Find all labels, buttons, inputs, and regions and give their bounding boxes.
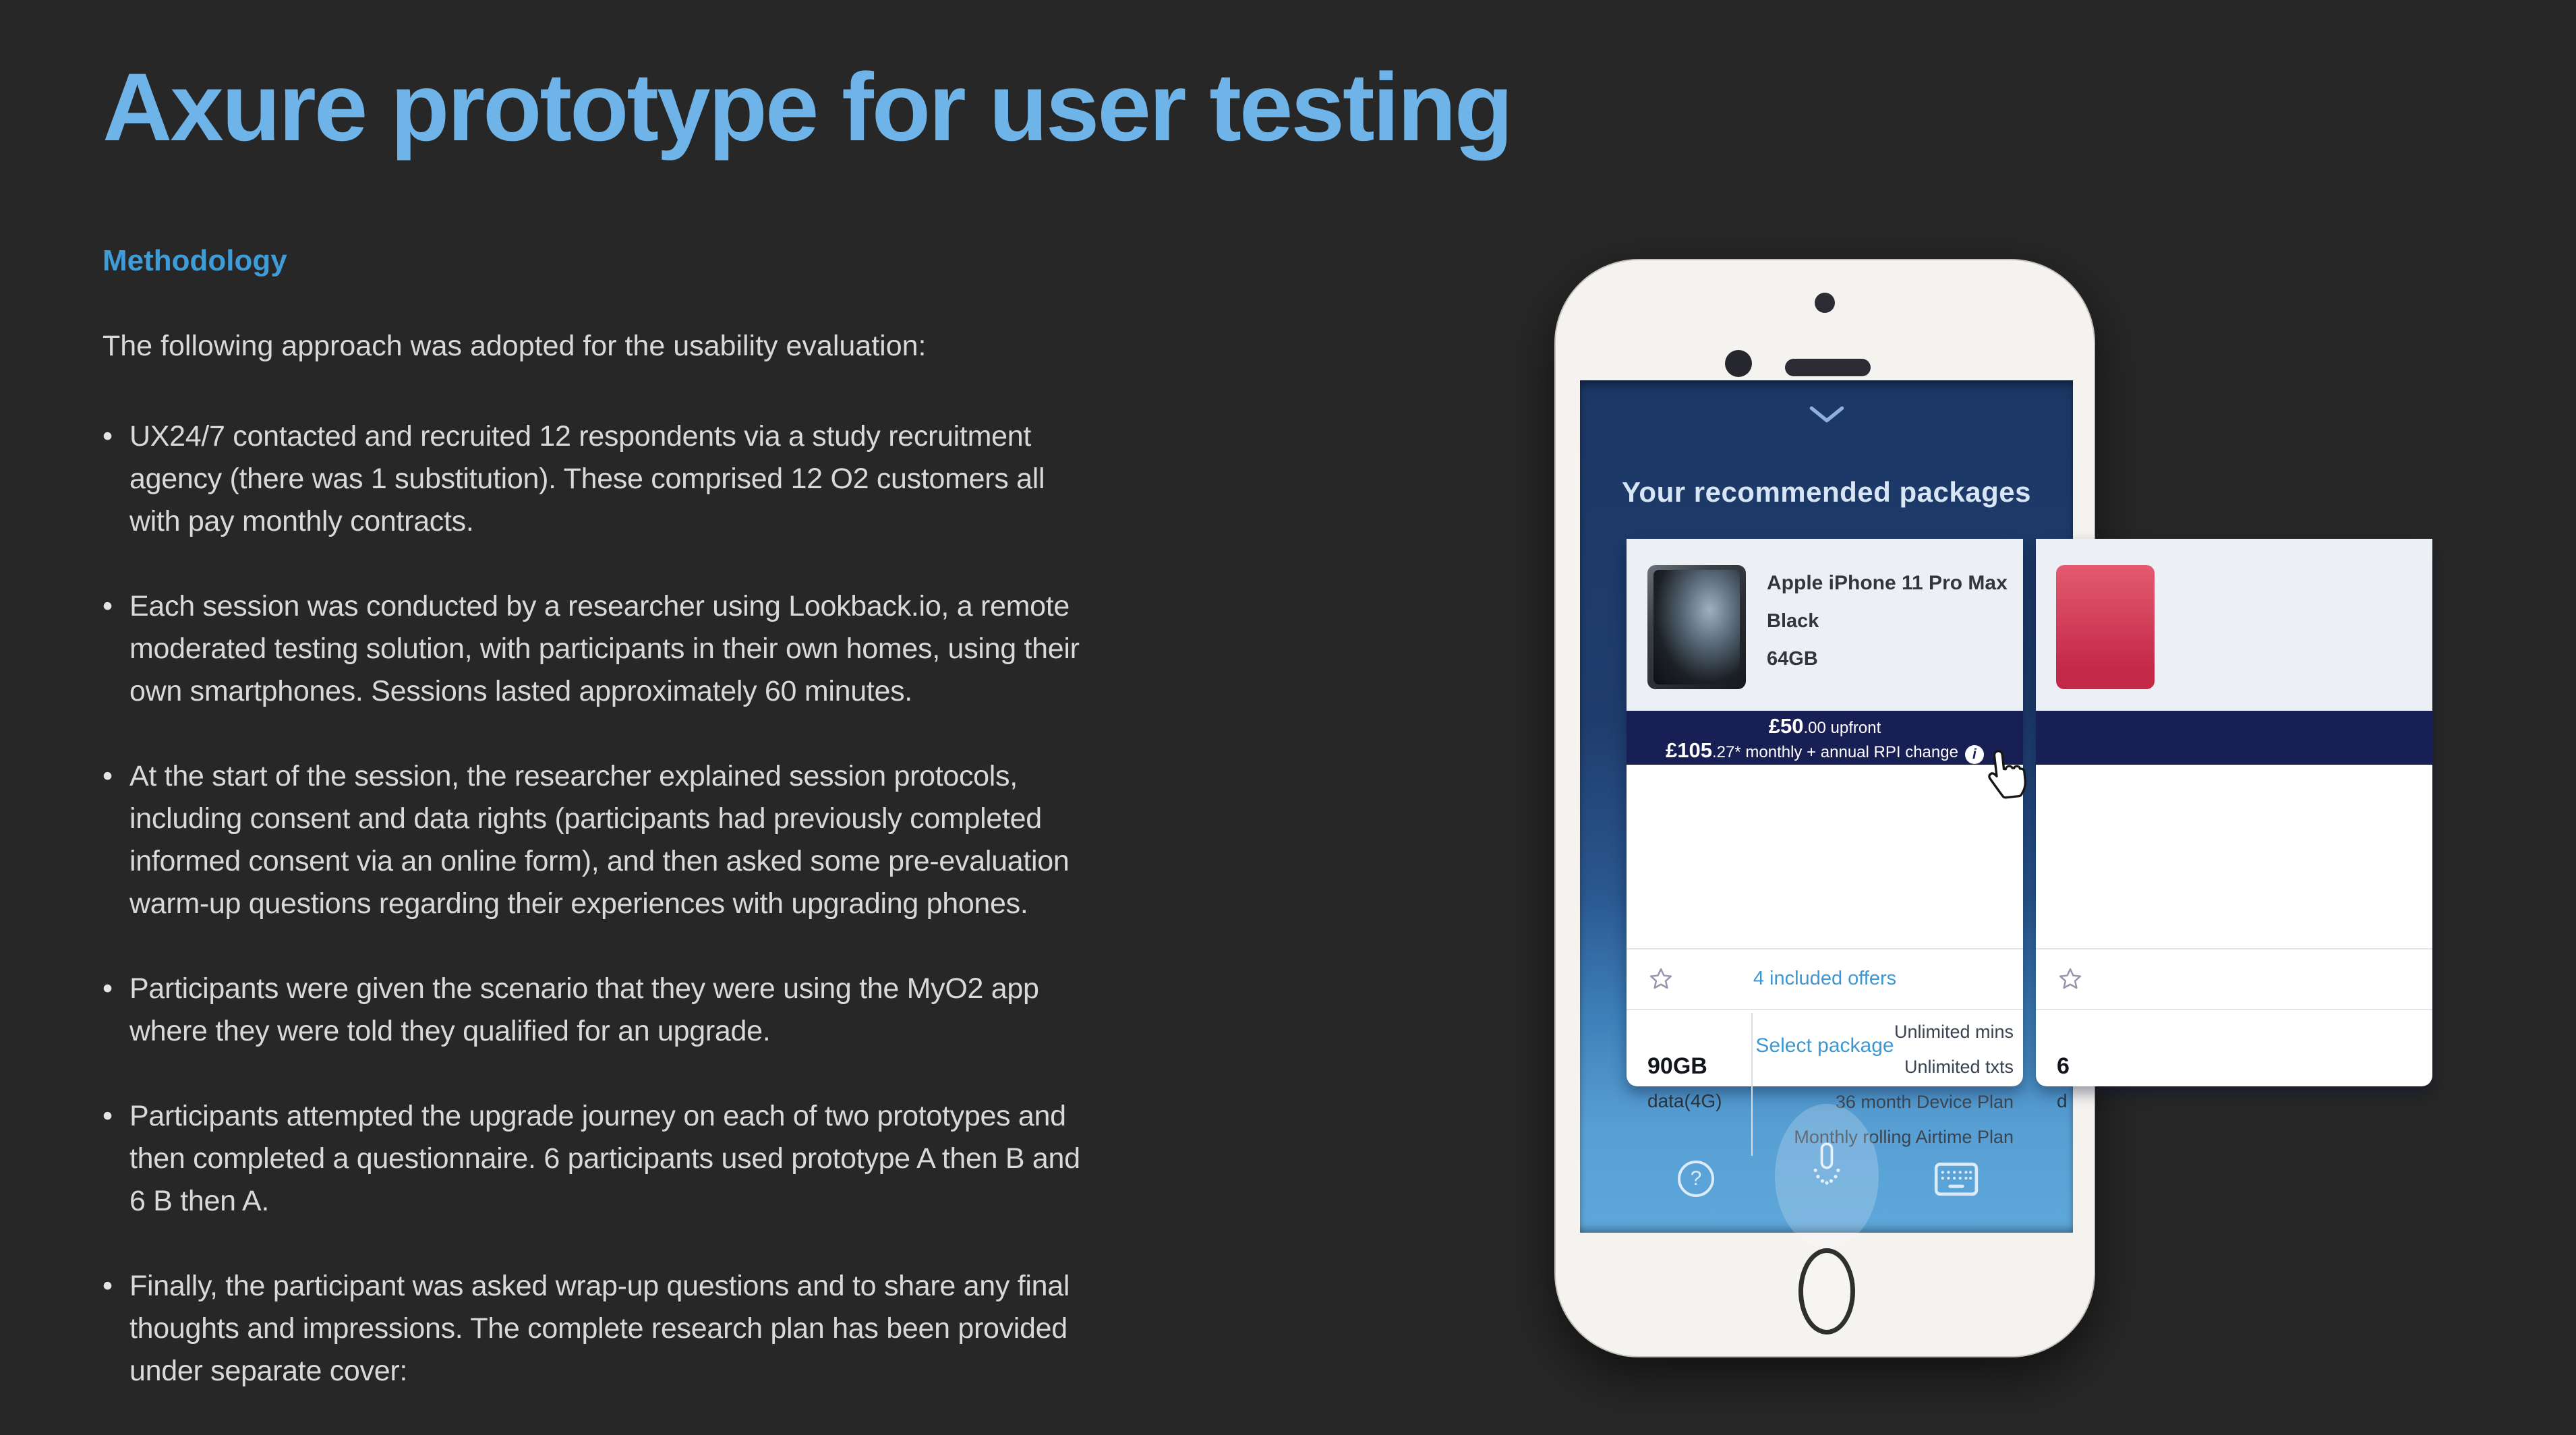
divider bbox=[2036, 1009, 2432, 1010]
bullet-text-line: where they were told they qualified for an upgrade. bbox=[129, 1015, 771, 1047]
plan-feature: Monthly rolling Airtime Plan bbox=[1794, 1127, 2014, 1147]
price-band bbox=[1627, 711, 2023, 765]
bullet-text-line: 6 B then A. bbox=[129, 1185, 270, 1217]
microphone-icon bbox=[1808, 1138, 1846, 1192]
page-title: Axure prototype for user testing bbox=[103, 54, 1512, 161]
bullet-text-line: UX24/7 contacted and recruited 12 respondents via a study recruitment bbox=[129, 420, 1031, 452]
product-image bbox=[2056, 565, 2155, 689]
bullet-text-line: under separate cover: bbox=[129, 1355, 408, 1387]
package-card-header bbox=[2036, 539, 2432, 711]
plan-feature: 36 month Device Plan bbox=[1835, 1092, 2014, 1112]
package-card-partial[interactable] bbox=[2036, 539, 2432, 1111]
bullet-text-line: Participants attempted the upgrade journey on each of two prototypes and bbox=[129, 1100, 1066, 1132]
bullet-text-line: Each session was conducted by a researcher using Lookback.io, a remote bbox=[129, 590, 1070, 622]
bullet-text-line: moderated testing solution, with participants in their own homes, using their bbox=[129, 633, 1080, 665]
product-image bbox=[1647, 565, 1746, 689]
bullet-item bbox=[103, 415, 1080, 543]
bullet-text-line: At the start of the session, the researcher explained session protocols, bbox=[129, 760, 1018, 792]
microphone-button[interactable] bbox=[1808, 1138, 1846, 1196]
bullet-text-line: with pay monthly contracts. bbox=[129, 505, 474, 537]
bullet-text-line: then completed a questionnaire. 6 participants used prototype A then B and bbox=[129, 1142, 1080, 1175]
phone-mockup bbox=[1554, 259, 2095, 1357]
bullet-text-line: warm-up questions regarding their experiences with upgrading phones. bbox=[129, 887, 1028, 920]
camera-dot-icon bbox=[1725, 350, 1752, 377]
device-name: Apple iPhone 11 Pro Max bbox=[1767, 572, 2008, 594]
bullet-text-line: including consent and data rights (participants had previously completed bbox=[129, 802, 1042, 835]
data-amount: 90GB bbox=[1647, 1053, 1707, 1079]
star-icon bbox=[2057, 966, 2083, 995]
bullet-marker: • bbox=[103, 420, 113, 452]
earpiece-speaker bbox=[1785, 359, 1871, 376]
bullet-marker: • bbox=[103, 972, 113, 1005]
front-camera-icon bbox=[1815, 293, 1835, 313]
data-label: d bbox=[2057, 1090, 2068, 1111]
home-button[interactable] bbox=[1798, 1248, 1855, 1335]
bullet-text-line: agency (there was 1 substitution). These comprised 12 O2 customers all bbox=[129, 463, 1045, 495]
data-label: data(4G) bbox=[1647, 1090, 1722, 1111]
bullet-marker: • bbox=[103, 1270, 113, 1302]
intro-text: The following approach was adopted for the usability evaluation: bbox=[103, 330, 927, 362]
select-package-button[interactable]: Select package bbox=[1755, 1034, 1894, 1057]
price-band bbox=[2036, 711, 2432, 765]
bullet-item bbox=[103, 585, 1080, 713]
data-amount: 6 bbox=[2057, 1053, 2070, 1079]
screen-heading: Your recommended packages bbox=[1622, 476, 2031, 508]
included-offers-row[interactable] bbox=[2036, 948, 2432, 1009]
bullet-list bbox=[103, 415, 1080, 1435]
package-card[interactable] bbox=[1627, 539, 2023, 1147]
plan-feature: Unlimited mins bbox=[1894, 1022, 2014, 1042]
chevron-down-icon[interactable] bbox=[1808, 405, 1846, 428]
included-offers-link[interactable]: 4 included offers bbox=[1753, 968, 1897, 989]
select-package-row[interactable] bbox=[1627, 1009, 2023, 1086]
upfront-price: £50.00 upfront bbox=[1768, 714, 1881, 738]
bullet-marker: • bbox=[103, 1100, 113, 1132]
plan-feature: Unlimited txts bbox=[1904, 1057, 2014, 1077]
question-icon: ? bbox=[1690, 1167, 1702, 1190]
help-button[interactable] bbox=[1678, 1161, 1714, 1197]
bullet-item bbox=[103, 968, 1080, 1053]
bullet-marker: • bbox=[103, 590, 113, 622]
device-storage: 64GB bbox=[1767, 648, 1818, 670]
bullet-item bbox=[103, 755, 1080, 925]
bullet-item bbox=[103, 1265, 1080, 1393]
phone-screen bbox=[1580, 380, 2073, 1233]
plan-details bbox=[2036, 765, 2432, 1111]
bullet-marker: • bbox=[103, 760, 113, 792]
bullet-text-line: Participants were given the scenario that they were using the MyO2 app bbox=[129, 972, 1039, 1005]
bullet-item bbox=[103, 1095, 1080, 1223]
bullet-text-line: thoughts and impressions. The complete research plan has been provided bbox=[129, 1312, 1067, 1345]
monthly-price: £105.27* monthly + annual RPI change i bbox=[1627, 738, 2023, 763]
bullet-text-line: Finally, the participant was asked wrap-up questions and to share any final bbox=[129, 1270, 1070, 1302]
device-color: Black bbox=[1767, 610, 1819, 632]
included-offers-row[interactable] bbox=[1627, 948, 2023, 1009]
package-card-header bbox=[1627, 539, 2023, 711]
hand-cursor-icon bbox=[1979, 748, 2028, 807]
info-icon[interactable]: i bbox=[1965, 745, 1984, 764]
bullet-text-line: informed consent via an online form), and then asked some pre-evaluation bbox=[129, 845, 1070, 877]
keyboard-icon bbox=[1934, 1162, 1979, 1197]
keyboard-button[interactable] bbox=[1934, 1162, 1979, 1200]
section-heading: Methodology bbox=[103, 244, 287, 277]
bullet-text-line: own smartphones. Sessions lasted approximately 60 minutes. bbox=[129, 675, 912, 707]
product-info bbox=[1767, 572, 2008, 686]
